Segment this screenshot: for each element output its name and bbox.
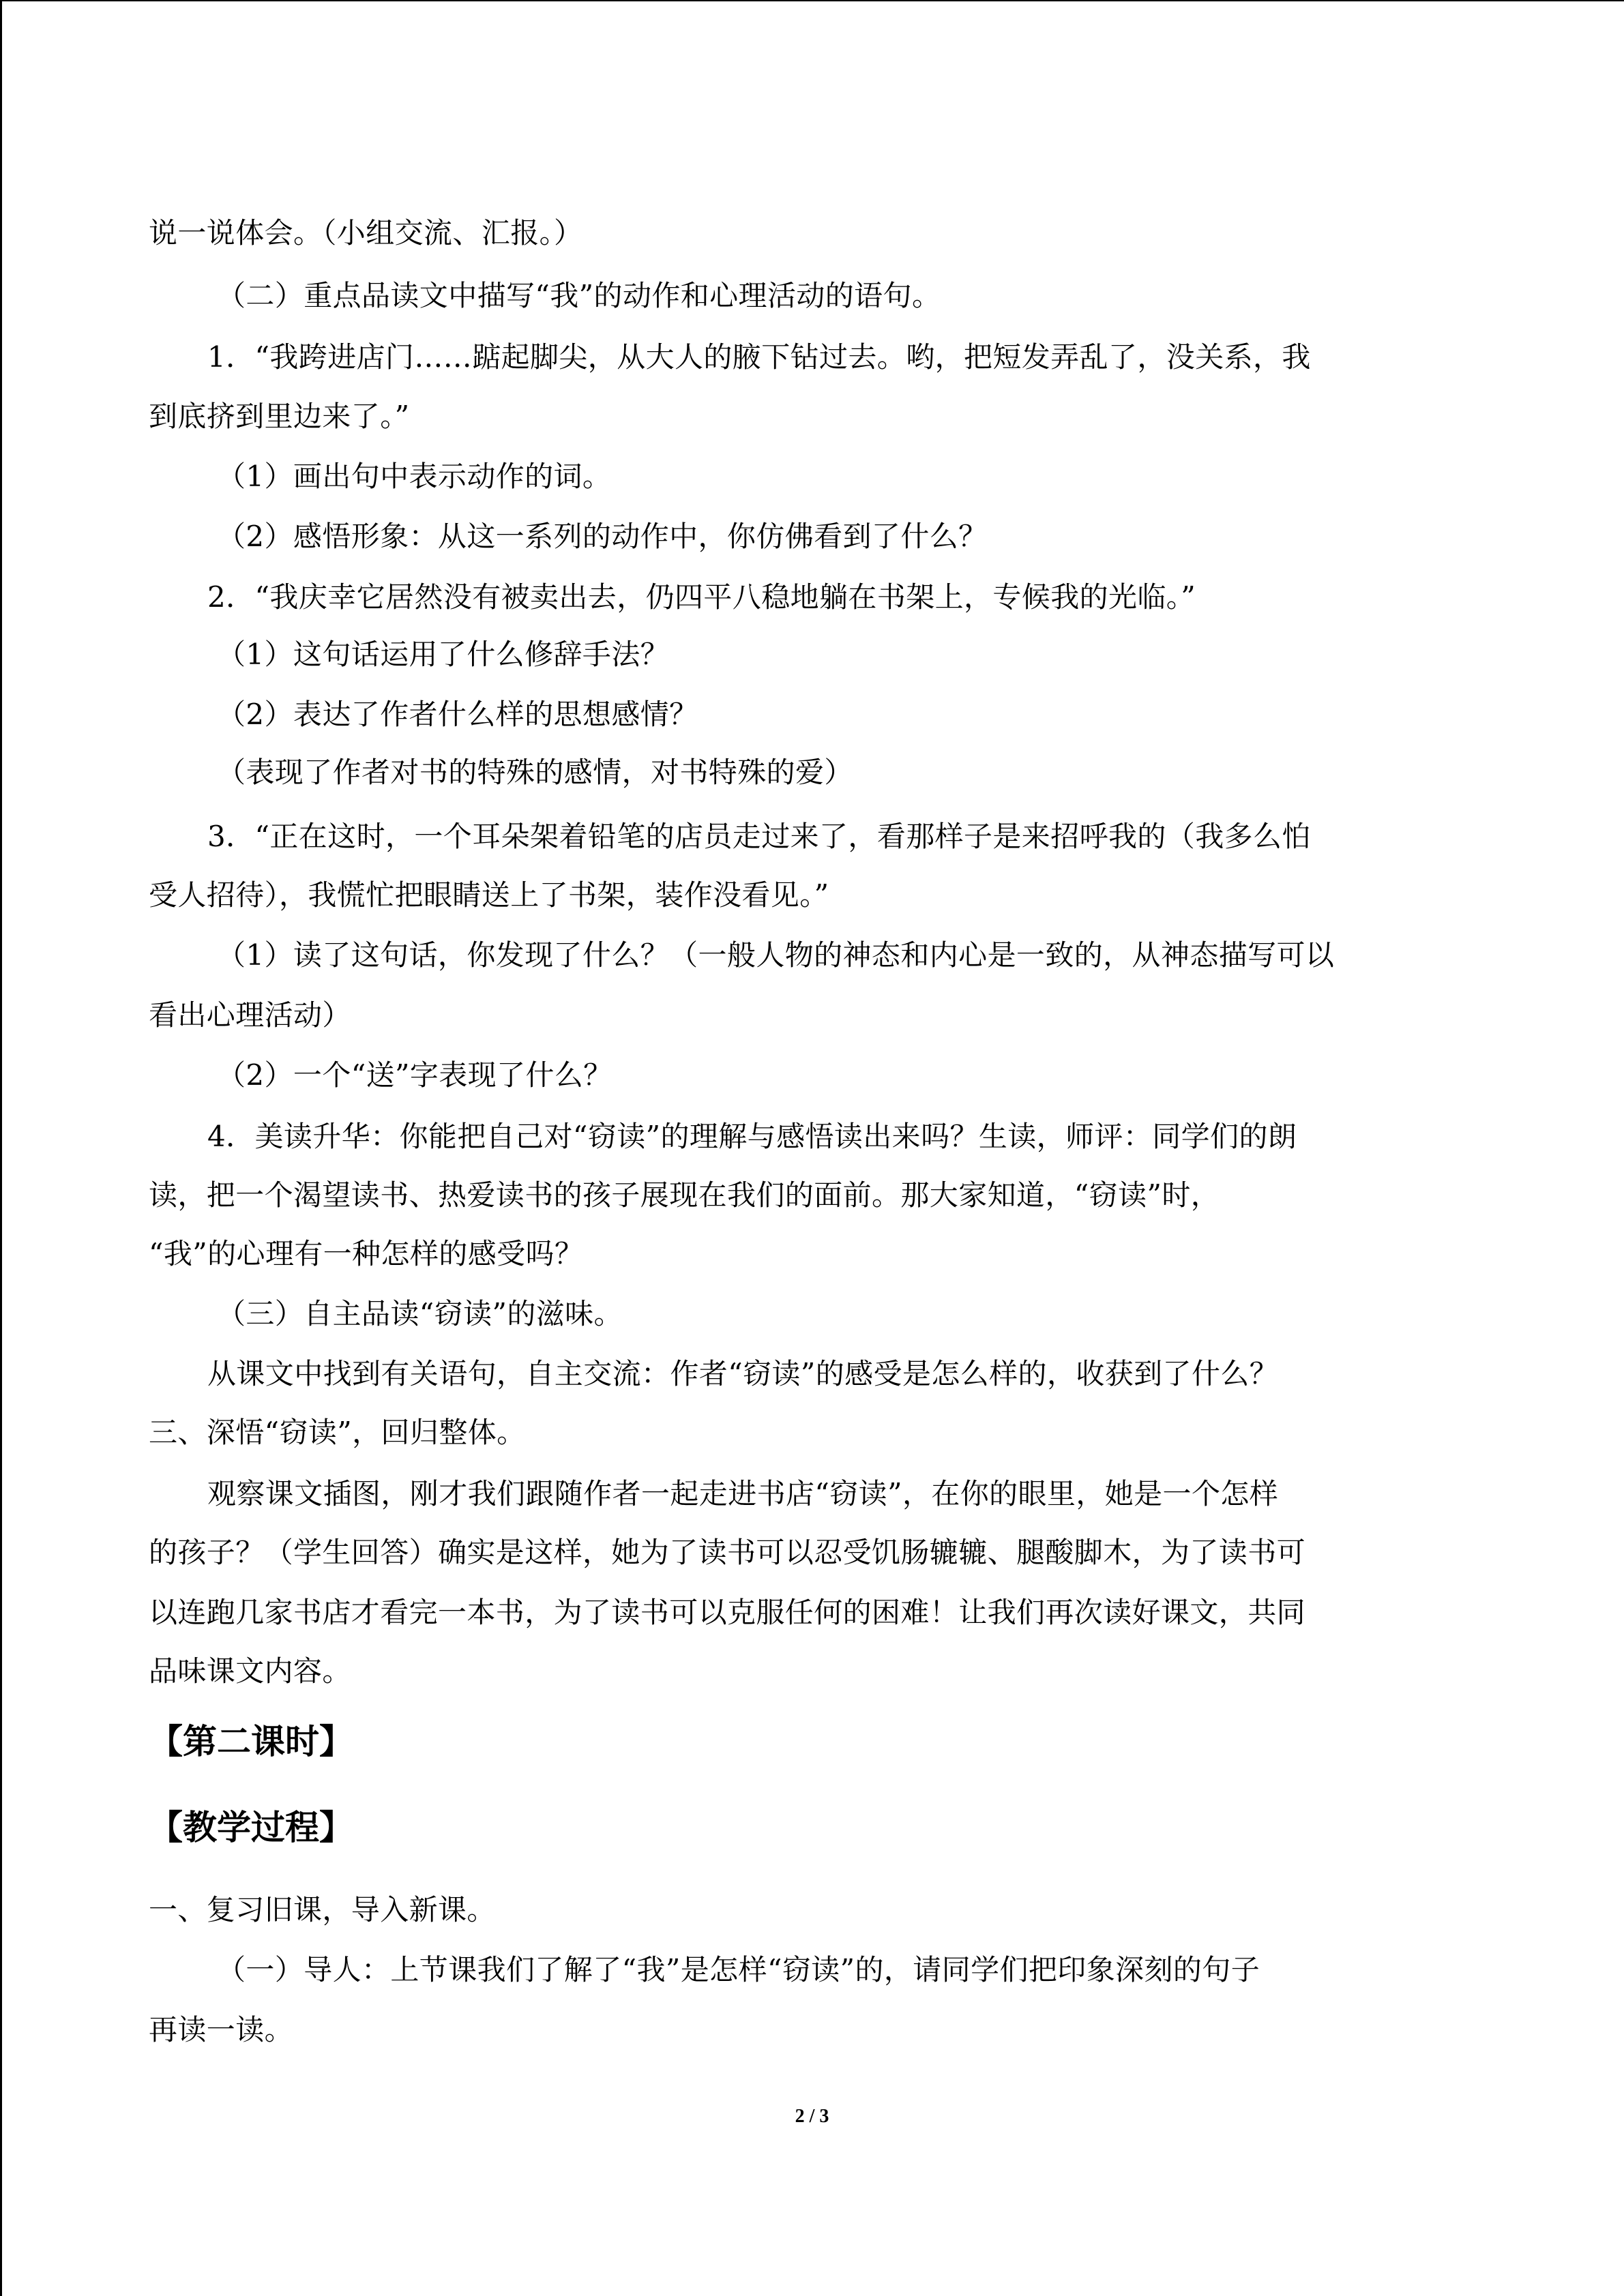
page-border-left [0, 0, 2, 2296]
paragraph-line: （2）一个“送”字表现了什么？ [217, 1058, 612, 1092]
paragraph-line: （一）导人：上节课我们了解了“我”是怎样“窃读”的，请同学们把印象深刻的句子 [217, 1953, 1260, 1986]
paragraph-line: 读，把一个渴望读书、热爱读书的孩子展现在我们的面前。那大家知道，“窃读”时， [149, 1178, 1220, 1212]
paragraph-line: 4．美读升华：你能把自己对“窃读”的理解与感悟读出来吗？生读，师评：同学们的朗 [207, 1120, 1297, 1153]
section-heading-one: 一、复习旧课，导入新课。 [149, 1893, 496, 1926]
paragraph-line: 3．“正在这时，一个耳朵架着铅笔的店员走过来了，看那样子是来招呼我的（我多么怕 [207, 820, 1311, 853]
paragraph-line: “我”的心理有一种怎样的感受吗？ [149, 1237, 584, 1270]
paragraph-line: （三）自主品读“窃读”的滋味。 [217, 1297, 623, 1330]
paragraph-line: （1）画出句中表示动作的词。 [217, 460, 612, 493]
paragraph-line: 观察课文插图，刚才我们跟随作者一起走进书店“窃读”，在你的眼里，她是一个怎样 [207, 1477, 1279, 1510]
paragraph-line: 再读一读。 [149, 2013, 294, 2046]
paragraph-line: 从课文中找到有关语句，自主交流：作者“窃读”的感受是怎么样的，收获到了什么？ [207, 1357, 1279, 1390]
page-number: 2 / 3 [795, 2106, 829, 2127]
paragraph-line: 说一说体会。（小组交流、汇报。） [149, 216, 583, 250]
paragraph-line: （表现了作者对书的特殊的感情，对书特殊的爱） [217, 756, 853, 789]
process-heading: 【教学过程】 [149, 1807, 353, 1847]
page-border-top [0, 0, 1624, 1]
paragraph-line: （2）表达了作者什么样的思想感情？ [217, 698, 698, 731]
paragraph-line: （二）重点品读文中描写“我”的动作和心理活动的语句。 [217, 279, 941, 312]
paragraph-line: 到底挤到里边来了。” [149, 400, 410, 433]
paragraph-line: （1）这句话运用了什么修辞手法？ [217, 638, 670, 671]
paragraph-line: 受人招待），我慌忙把眼睛送上了书架，装作没看见。” [149, 878, 829, 912]
section-heading-three: 三、深悟“窃读”，回归整体。 [149, 1416, 526, 1449]
paragraph-line: （2）感悟形象：从这一系列的动作中，你仿佛看到了什么？ [217, 520, 988, 553]
lesson-heading: 【第二课时】 [149, 1721, 353, 1761]
paragraph-line: 1．“我跨进店门……踮起脚尖，从大人的腋下钻过去。哟，把短发弄乱了，没关系，我 [207, 340, 1311, 374]
paragraph-line: 品味课文内容。 [149, 1654, 351, 1688]
paragraph-line: 的孩子？（学生回答）确实是这样，她为了读书可以忍受饥肠辘辘、腿酸脚木，为了读书可 [149, 1536, 1306, 1569]
paragraph-line: 2．“我庆幸它居然没有被卖出去，仍四平八稳地躺在书架上，专候我的光临。” [207, 580, 1196, 614]
paragraph-line: 看出心理活动） [149, 998, 351, 1032]
paragraph-line: （1）读了这句话，你发现了什么？（一般人物的神态和内心是一致的，从神态描写可以 [217, 938, 1335, 972]
paragraph-line: 以连跑几家书店才看完一本书，为了读书可以克服任何的困难！让我们再次读好课文，共同 [149, 1596, 1306, 1629]
